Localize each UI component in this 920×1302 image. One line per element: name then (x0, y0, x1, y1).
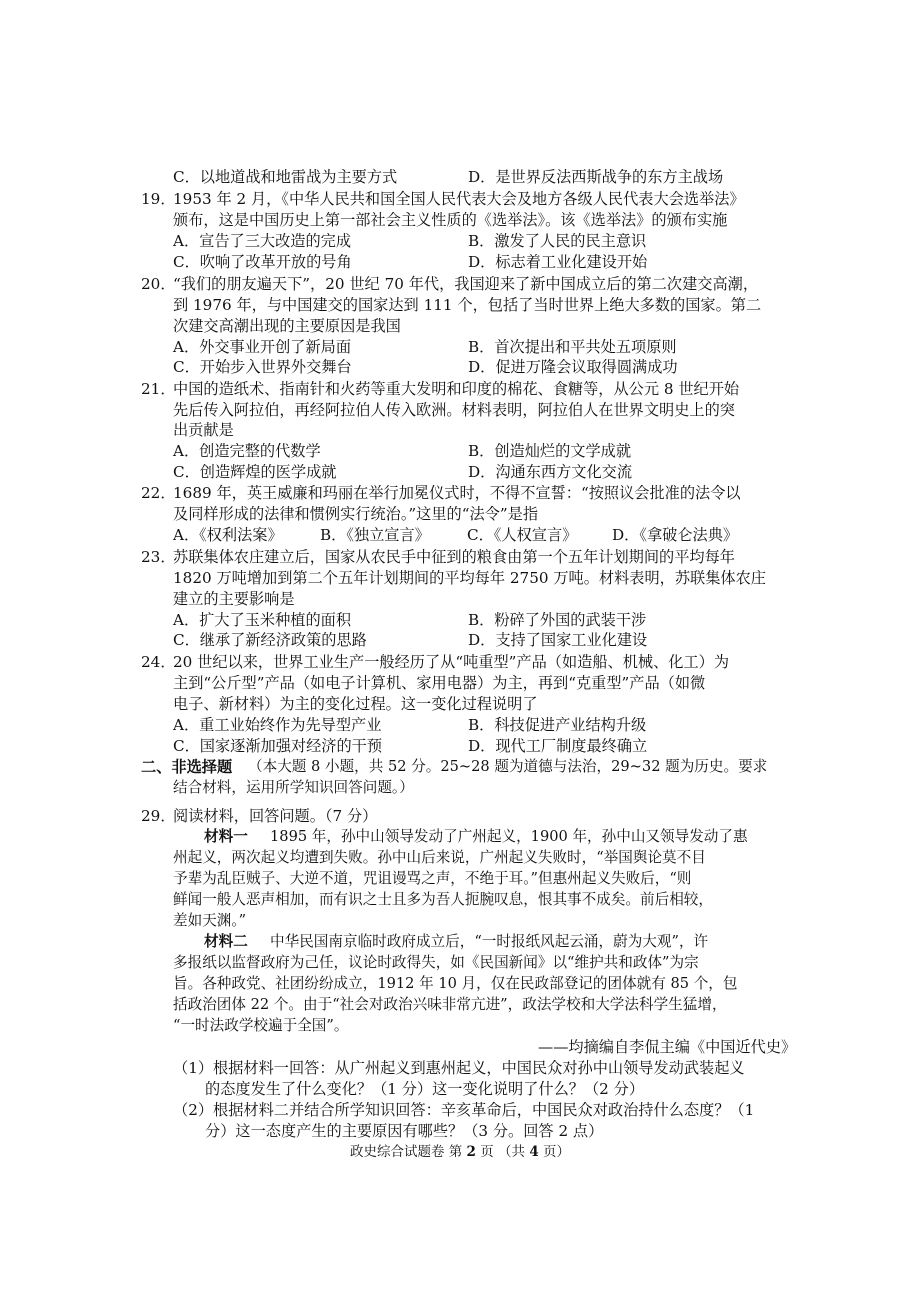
section-description: 结合材料，运用所学知识回答问题。） (173, 779, 414, 796)
option-d: D．沟通东西方文化交流 (468, 463, 633, 481)
question-text-line: 出贡献是 (173, 421, 234, 439)
question-text-line: 及同样形成的法律和惯例实行统治。”这里的“法令”是指 (173, 505, 539, 523)
sub-question-2-line: （2）根据材料二并结合所学知识回答：辛亥革命后，中国民众对政治持什么态度？（1 (173, 1101, 755, 1119)
option-b: B．粉碎了外国的武装干涉 (468, 611, 647, 629)
question-text-line: “我们的朋友遍天下”，20 世纪 70 年代，我国迎来了新中国成立后的第二次建交高潮， (173, 275, 759, 293)
option-a: A．重工业始终作为先导型产业 (173, 716, 382, 734)
question-text-line: 电子、新材料）为主的变化过程。这一变化过程说明了 (173, 695, 538, 713)
option-a: A．外交事业开创了新局面 (173, 338, 352, 356)
option-a: A．《权利法案》 (173, 526, 283, 544)
option-d: D．促进万隆会议取得圆满成功 (468, 358, 678, 376)
question-number: 22． (141, 484, 176, 502)
material-2-line: 旨。各种政党、社团纷纷成立，1912 年 10 月，仅在民政部登记的团体就有 85 个，包 (173, 975, 738, 992)
sub-question-2-line: 分）这一态度产生的主要原因有哪些？（3 分。回答 2 点） (205, 1122, 604, 1140)
footer-prefix: 政史综合试题卷 第 (349, 1144, 467, 1160)
question-text-line: 先后传入阿拉伯，再经阿拉伯人传入欧洲。材料表明，阿拉伯人在世界文明史上的突 (173, 401, 735, 419)
material-2-label: 材料二 (204, 933, 248, 950)
option-b: B．创造灿烂的文学成就 (468, 442, 632, 460)
question-text-line: 颁布，这是中国历史上第一部社会主义性质的《选举法》。该《选举法》的颁布实施 (173, 211, 728, 229)
material-1-line: 予辈为乱臣贼子、大逆不道，咒诅谩骂之声，不绝于耳。”但惠州起义失败后，“则 (173, 870, 692, 887)
footer-total-pages: 4 (529, 1144, 539, 1160)
material-2-line: “一时法政学校遍于全国”。 (173, 1017, 349, 1034)
option-b: B．首次提出和平共处五项原则 (468, 338, 677, 356)
question-text-line: 20 世纪以来，世界工业生产一般经历了从“吨重型”产品（如造船、机械、化工）为 (173, 653, 730, 671)
material-1-label: 材料一 (204, 828, 248, 845)
question-text-line: 中国的造纸术、指南针和火药等重大发明和印度的棉花、食糖等，从公元 8 世纪开始 (173, 380, 740, 398)
material-1-line: 鲜闻一般人恶声相加，而有识之士且多为吾人扼腕叹息，恨其事不成矣。前后相较， (173, 891, 713, 908)
option-a: A．宣告了三大改造的完成 (173, 232, 352, 250)
option-c: C．继承了新经济政策的思路 (173, 631, 367, 649)
question-title: 阅读材料，回答问题。（7 分） (173, 807, 378, 825)
section-description: （本大题 8 小题，共 52 分。25~28 题为道德与法治，29~32 题为历史。要求 (248, 758, 768, 775)
question-text-line: 1820 万吨增加到第二个五年计划期间的平均每年 2750 万吨。材料表明，苏联集体农庄 (173, 569, 766, 587)
option-d: D．《拿破仑法典》 (612, 526, 739, 544)
question-text-line: 次建交高潮出现的主要原因是我国 (173, 317, 401, 335)
option-c: C．开始步入世界外交舞台 (173, 358, 352, 376)
option-b: B．激发了人民的民主意识 (468, 232, 647, 250)
question-text-line: 建立的主要影响是 (173, 590, 295, 608)
footer-page-number: 2 (466, 1144, 476, 1160)
option-c: C．吹响了改革开放的号角 (173, 253, 352, 271)
option-b: B．《独立宣言》 (320, 526, 430, 544)
option-a: A．创造完整的代数学 (173, 442, 321, 460)
option-c: C．国家逐渐加强对经济的干预 (173, 737, 383, 755)
option-b: B．科技促进产业结构升级 (468, 716, 647, 734)
q18-option-c: C．以地道战和地雷战为主要方式 (173, 168, 398, 186)
section-heading: 二、非选择题 (141, 758, 233, 776)
question-text-line: 1689 年，英王威廉和玛丽在举行加冕仪式时，不得不宣誓：“按照议会批准的法令以 (173, 484, 741, 502)
material-2-line: 括政治团体 22 个。由于“社会对政治兴味非常亢进”，政法学校和大学法科学生猛增， (173, 996, 727, 1013)
option-d: D．现代工厂制度最终确立 (468, 737, 648, 755)
question-number: 23． (141, 548, 176, 566)
sub-question-1-line: 的态度发生了什么变化？（1 分）这一变化说明了什么？（2 分） (205, 1080, 645, 1098)
option-d: D．标志着工业化建设开始 (468, 253, 648, 271)
material-1-line: 州起义，两次起义均遭到失败。孙中山后来说，广州起义失败时，“举国舆论莫不目 (173, 849, 706, 866)
question-number: 21． (141, 380, 176, 398)
material-2-line: 中华民国南京临时政府成立后，“一时报纸风起云涌，蔚为大观”，许 (270, 933, 709, 950)
sub-question-1-line: （1）根据材料一回答：从广州起义到惠州起义，中国民众对孙中山领导发动武装起义 (173, 1059, 745, 1077)
question-text-line: 苏联集体农庄建立后，国家从农民手中征到的粮食由第一个五年计划期间的平均每年 (173, 548, 735, 566)
question-number: 20． (141, 275, 176, 293)
question-text-line: 到 1976 年，与中国建交的国家达到 111 个，包括了当时世界上绝大多数的国家。第二 (173, 296, 762, 314)
source-citation: ——均摘编自李侃主编《中国近代史》 (538, 1038, 797, 1056)
question-number: 29． (141, 807, 176, 825)
option-d: D．支持了国家工业化建设 (468, 631, 648, 649)
question-text-line: 主到“公斤型”产品（如电子计算机、家用电器）为主，再到“克重型”产品（如微 (173, 674, 706, 692)
question-text-line: 1953 年 2 月，《中华人民共和国全国人民代表大会及地方各级人民代表大会选举法》 (173, 190, 745, 208)
q18-option-d: D．是世界反法西斯战争的东方主战场 (468, 168, 724, 186)
option-a: A．扩大了玉米种植的面积 (173, 611, 352, 629)
question-number: 19． (141, 190, 176, 208)
option-c: C．创造辉煌的医学成就 (173, 463, 337, 481)
option-c: C．《人权宣言》 (467, 526, 578, 544)
material-2-line: 多报纸以监督政府为己任，议论时政得失，如《民国新闻》以“维护共和政体”为宗 (173, 954, 699, 971)
question-number: 24． (141, 653, 176, 671)
material-1-line: 差如天渊。” (173, 912, 247, 929)
footer-suffix: 页） (538, 1144, 571, 1160)
footer-middle: 页 （共 (475, 1144, 530, 1160)
material-1-line: 1895 年，孙中山领导发动了广州起义，1900 年，孙中山又领导发动了惠 (270, 828, 748, 845)
page-footer (0, 1140, 920, 1160)
